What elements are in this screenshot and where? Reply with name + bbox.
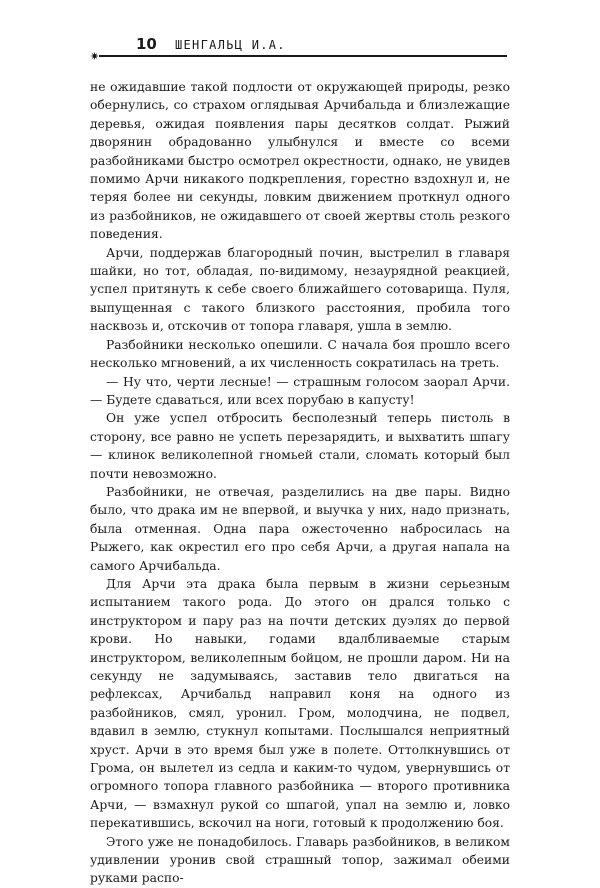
running-head-author: ШЕНГАЛЬЦ И.А. bbox=[175, 38, 286, 52]
page-header bbox=[0, 0, 600, 70]
paragraph: — Ну что, черти лесные! — страшным голосом заорал Арчи. — Будете сдаваться, или всех порубаю в капусту! bbox=[90, 374, 510, 407]
header-rule bbox=[99, 55, 507, 57]
paragraph: Этого уже не понадобилось. Главарь разбойников, в великом удивлении уронив свой страшный топор, зажимал обеими руками распо- bbox=[90, 834, 510, 886]
paragraph: Он уже успел отбросить бесполезный теперь пистоль в сторону, все равно не успеть перезарядить, и выхватить шпагу — клинок великолепной гномьей стали, сломать который был почти невозможно. bbox=[90, 411, 510, 481]
paragraph: Разбойники, не отвечая, разделились на две пары. Видно было, что драка им не впервой, и выучка у них, надо признать, была отменная. Одна пара ожесточенно набросилась на Рыжего, как окрестил его про себя Арчи, а другая напала на самого Арчибальда. bbox=[90, 484, 510, 573]
paragraph: Разбойники несколько опешили. С начала боя прошло всего несколько мгновений, а их численность сократилась на треть. bbox=[90, 337, 510, 371]
star-ornament-icon: ✷ bbox=[90, 50, 100, 63]
paragraph: не ожидавшие такой подлости от окружающей природы, резко обернулись, со страхом оглядывая Арчибальда и близлежащие деревья, ожидая появления пары десятков солдат. Рыжий дворянин обрадованно улыбнулся и вместе со всеми разбойниками быстро осмотрел окрестности, однако, не увидев помимо Арчи никакого подкрепления, горестно вздохнул и, не теряя более ни секунды, ловким движением проткнул одного из разбойников, не ожидавшего от своей жертвы столь резкого поведения. bbox=[90, 80, 510, 242]
page-number: 10 bbox=[136, 35, 157, 53]
paragraph: Арчи, поддержав благородный почин, выстрелил в главаря шайки, но тот, обладая, по-видимому, незаурядной реакцией, успел притянуть к себе своего ближайшего сотоварища. Пуля, выпущенная с такого близкого расстояния, пробила того насквозь и, отскочив от топора главаря, ушла в землю. bbox=[90, 245, 510, 334]
body-text bbox=[90, 78, 510, 888]
paragraph: Для Арчи эта драка была первым в жизни серьезным испытанием такого рода. До этого он дрался только с инструктором и пару раз на почти детских дуэлях до первой крови. Но навыки, годами вдалбливаемые старым инструктором, великолепным бойцом, не прошли даром. Ни на секунду не задумываясь, заставив тело двигаться на рефлексах, Арчибальд направил коня на одного из разбойников, смял, уронил. Гром, молодчина, не подвел, вдавил в землю, стукнул копытами. Послышался неприятный хруст. Арчи в это время был уже в полете. Оттолкнувшись от Грома, он вылетел из седла и каким-то чудом, увернувшись от огромного топора главного разбойника — второго противника Арчи, — взмахнул рукой со шпагой, упал на землю и, ловко перекатившись, вскочил на ноги, готовый к продолжению боя. bbox=[90, 576, 510, 831]
